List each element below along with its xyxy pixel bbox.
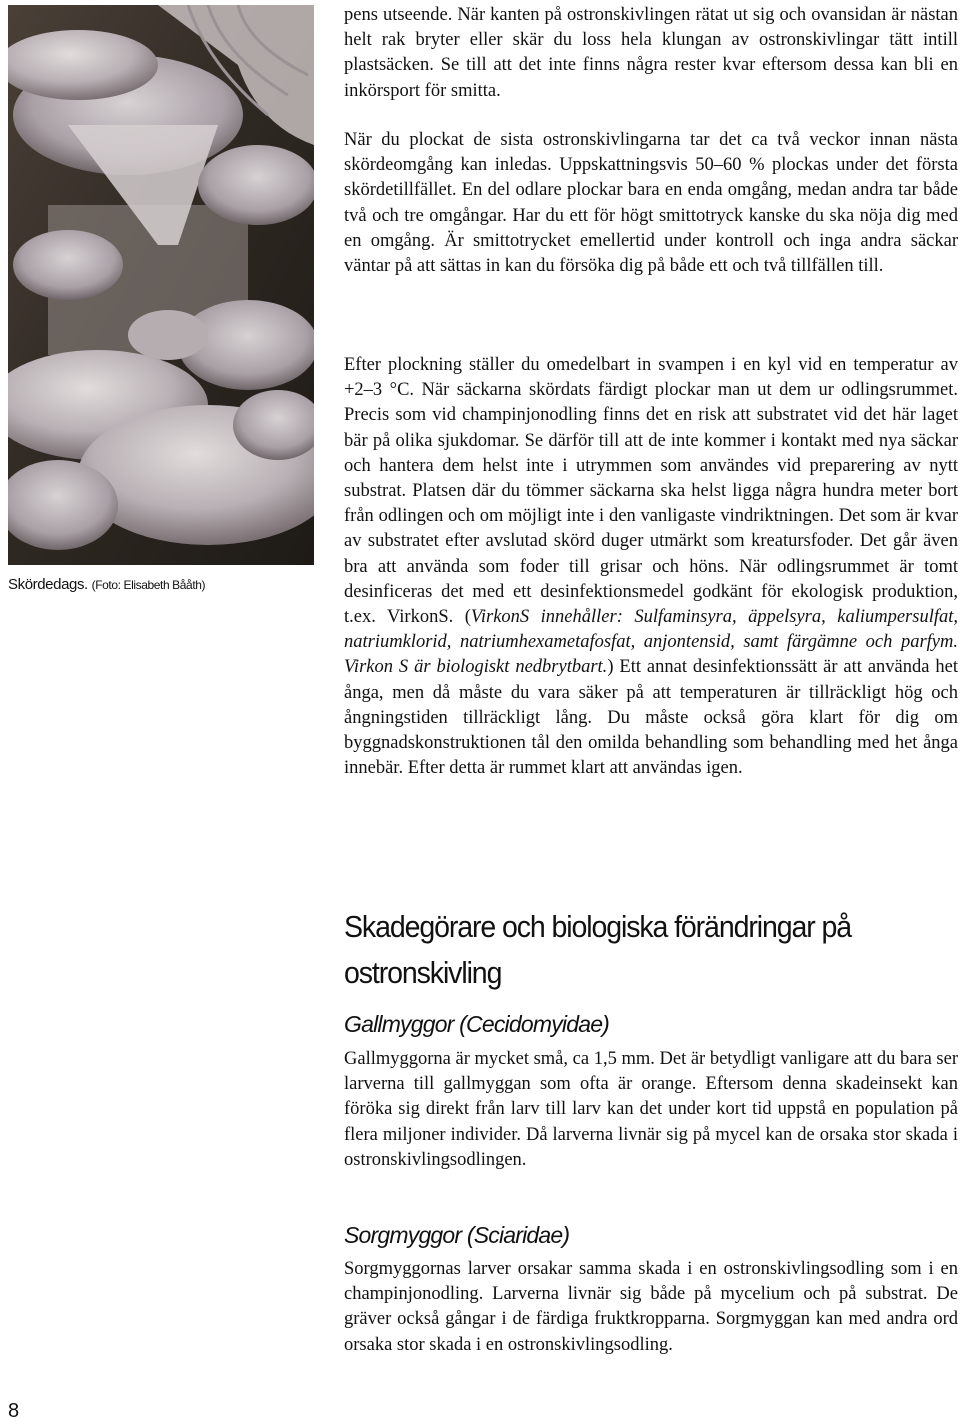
mushroom-photo	[8, 5, 314, 565]
subheading-sorgmyggor: Sorgmyggor (Sciaridae)	[344, 1222, 570, 1248]
paragraph-text: Sorgmyggornas larver orsakar samma skada i en ostronskivlingsodling som i en champinjonodling. Larverna livnär sig både på mycelium och på substrat. De gräver också gångar i de färdiga fruktkropparna. Sorgmyggan kan med andra ord orsaka stor skada i en ostronskivlingsodling.	[344, 1259, 958, 1355]
paragraph-text: När du plockat de sista ostronskivlingarna tar det ca två veckor innan nästa skördeomgång kan inledas. Uppskattningsvis 50–60 % plockas under det första skördetillfället. En del odlare plockar bara en enda omgång, medan andra tar både två och tre omgångar. Har du ett för högt smittotryck kanske du ska nöja dig med en omgång. Är smittotrycket emellertid under kontroll och inga andra säckar väntar på att sättas in kan du försöka dig på både ett och två tillfällen till.	[344, 130, 958, 277]
paragraph-text-part: Efter plockning ställer du omedelbart in svampen i en kyl vid en temperatur av +2–3 °C. När säckarna skördats färdigt plockar man ut dem ur odlingsrummet. Precis som vid champinjonodling finns det en risk att substratet vid det här laget bär på olika sjukdomar. Se därför till att de inte kommer i kontakt med nya säckar och hantera dem helst inte i utrymmen som användes vid preparering av nytt substrat. Platsen där du tömmer säckarna ska helst ligga några hundra meter bort från odlingen och om möjligt inte i den vanligaste vindriktningen. Det som är kvar av substratet efter avslutad skörd duger utmärkt som kreatursfoder. Det går även bra att använda som foder till grisar och höns. När odlingsrummet är tomt desinficeras det med ett desinfektionsmedel godkänt för ekologisk produktion, t.ex. VirkonS. (	[344, 355, 958, 628]
paragraph-text: pens utseende. När kanten på ostronskivlingen rätat ut sig och ovansidan är nästan helt rak bryter eller skär du loss hela klungan av ostronskivlingar tätt intill plastsäcken. Se till att det inte finns några rester kvar eftersom dessa kan bli en inkörsport för smitta.	[344, 5, 958, 101]
photo-caption	[8, 576, 328, 593]
oyster-mushroom-cluster-photo	[8, 5, 314, 565]
section-heading: Skadegörare och biologiska förändringar på ostronskivling	[344, 909, 851, 990]
subheading-gallmyggor: Gallmyggor (Cecidomyidae)	[344, 1011, 610, 1037]
paragraph-text: Gallmyggorna är mycket små, ca 1,5 mm. Det är betydligt vanligare att du bara ser larverna till gallmyggan som ofta är orange. Eftersom denna skadeinsekt kan föröka sig direkt från larv till larv kan det under kort tid uppstå en population på flera miljoner individer. Då larverna livnär sig på mycel kan de orsaka stor skada i ostronskivlingsodlingen.	[344, 1049, 958, 1170]
paragraph-sorgmyggor	[344, 1257, 958, 1358]
virkons-ingredients: VirkonS innehåller: Sulfaminsyra, äppelsyra, kaliumpersulfat, natriumklorid, natriumhexametafosfat, anjontensid, samt färgämne och parfym. Virkon S är biologiskt nedbrytbart.	[344, 607, 958, 678]
paragraph-text	[344, 353, 958, 781]
caption-credit: (Foto: Elisabeth Bååth)	[91, 578, 206, 592]
paragraph-after-harvest	[344, 353, 958, 781]
caption-title: Skördedags.	[8, 576, 88, 593]
paragraph-harvest-method	[344, 3, 958, 104]
page-number: 8	[8, 1400, 20, 1422]
paragraph-text-part: ) Ett annat desinfektionssätt är att använda het ånga, men då måste du vara säker på att temperaturen är tillräckligt hög och ångningstiden tillräckligt lång. Du måste också göra klart för dig om byggnadskonstruktionen tål den omilda behandling som behandling med het ånga innebär. Efter detta är rummet klart att användas igen.	[344, 657, 958, 779]
paragraph-gallmyggor	[344, 1047, 958, 1173]
paragraph-harvest-rounds	[344, 128, 958, 279]
